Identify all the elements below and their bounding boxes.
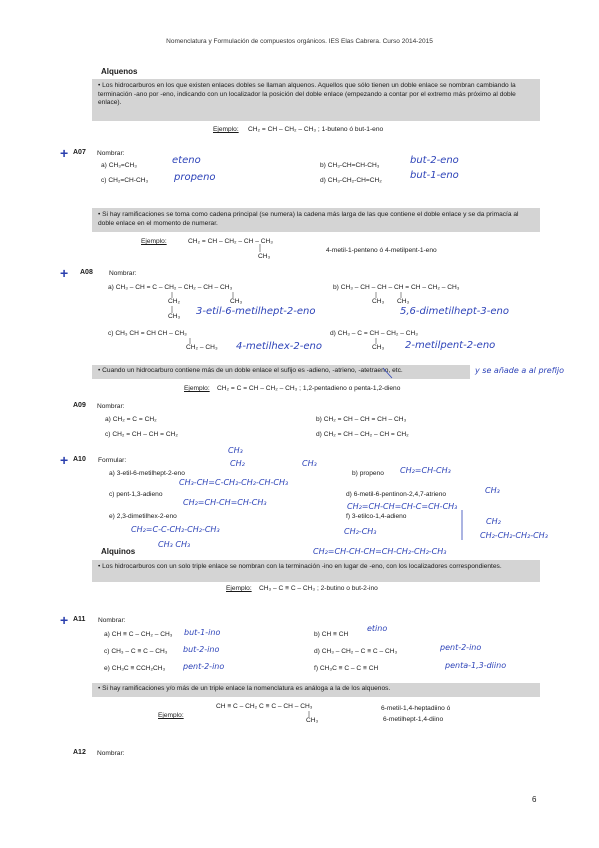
a11-answer-c: but-2-ino bbox=[183, 645, 220, 654]
a07-item-a: a) CH₃=CH₃ bbox=[101, 162, 137, 169]
a10-item-e: e) 2,3-dimetilhex-2-eno bbox=[109, 513, 177, 520]
note-alquenos: • Los hidrocarburos en los que existen enlaces dobles se llaman alquenos. Aquellos que sólo tienen un doble enlace se nombran cambiando la terminación -ano por -eno, indicando con un localizador la posición del doble enlace (empezando a contar por el extremo más próximo al doble enlace). bbox=[92, 79, 540, 121]
a08-branch-b1: CH₃ bbox=[372, 298, 385, 305]
exercise-label-a10: A10 bbox=[73, 456, 86, 463]
exercise-verb: Nombrar: bbox=[97, 750, 125, 757]
a11-item-a: a) CH ≡ C – CH₂ – CH₃ bbox=[104, 631, 173, 638]
a11-item-b: b) CH ≡ CH bbox=[314, 631, 349, 638]
note-alquinos: • Los hidrocarburos con un solo triple enlace se nombran con la terminación -ino en lugar de -eno, con los localizadores correspondientes. bbox=[92, 560, 540, 582]
exercise-label-a08: A08 bbox=[80, 269, 93, 276]
a10-item-b: b) propeno bbox=[352, 470, 384, 477]
a07-answer-c: propeno bbox=[174, 172, 216, 183]
a10-answer-a: CH₃-CH=C-CH₂-CH₂-CH-CH₃ bbox=[179, 478, 289, 487]
example-formula-4: CH₃ – C ≡ C – CH₃ ; 2-butino o but-2-ino bbox=[259, 585, 378, 592]
a11-item-f: f) CH₃C ≡ C – C ≡ CH bbox=[314, 665, 379, 672]
exercise-label-a12: A12 bbox=[73, 749, 86, 756]
a08-branch-b2: CH₃ bbox=[397, 298, 410, 305]
exercise-label-a07: A07 bbox=[73, 149, 86, 156]
a08-formula-d: d) CH₃ – C = CH – CH₂ – CH₃ bbox=[330, 330, 418, 337]
example-name-2: 4-metil-1-penteno ó 4-metilpent-1-eno bbox=[326, 247, 437, 254]
a11-item-c: c) CH₃ – C ≡ C – CH₃ bbox=[104, 648, 168, 655]
a09-item-b: b) CH₂ = CH – CH = CH – CH₃ bbox=[316, 416, 407, 423]
example-name-5a: 6-metil-1,4-heptadiino ó bbox=[381, 705, 451, 712]
a11-answer-e: pent-2-ino bbox=[183, 662, 225, 671]
a10-branch-a3: CH₃ bbox=[302, 459, 317, 468]
exercise-verb: Nombrar: bbox=[97, 403, 125, 410]
plus-mark: + bbox=[60, 265, 69, 281]
note-ramificaciones-alquinos: • Si hay ramificaciones y/o más de un triple enlace la nomenclatura es análoga a la de los alquenos. bbox=[92, 683, 540, 697]
example-formula-1: CH₂ = CH – CH₂ – CH₃ ; 1-buteno ó but-1-eno bbox=[248, 126, 384, 133]
section-title-alquinos: Alquinos bbox=[101, 547, 136, 556]
a09-item-d: d) CH₂ = CH – CH₂ – CH = CH₂ bbox=[316, 431, 409, 438]
page-number: 6 bbox=[532, 795, 537, 804]
a09-item-a: a) CH₂ = C = CH₂ bbox=[105, 416, 157, 423]
a08-branch-c: CH₂ – CH₃ bbox=[186, 344, 218, 351]
exercise-verb: Nombrar: bbox=[98, 617, 126, 624]
example-branch-2: CH₃ bbox=[258, 253, 271, 260]
exercise-label-a09: A09 bbox=[73, 402, 86, 409]
a10-branch-f: CH₂-CH₃ bbox=[344, 527, 377, 536]
exercise-verb: Nombrar: bbox=[97, 150, 125, 157]
a10-answer-e: CH₂=C-C-CH₂-CH₂-CH₃ bbox=[131, 525, 220, 534]
a10-item-a: a) 3-etil-6-metilhept-2-eno bbox=[109, 470, 185, 477]
a10-item-f: f) 3-etilco-1,4-adieno bbox=[346, 513, 407, 520]
a07-answer-b: but-2-eno bbox=[410, 155, 459, 166]
a08-answer-d: 2-metilpent-2-eno bbox=[405, 340, 496, 351]
a08-formula-b: b) CH₃ – CH – CH – CH = CH – CH₂ – CH₃ bbox=[333, 284, 460, 291]
a07-answer-d: but-1-eno bbox=[410, 170, 459, 181]
a10-answer-d: CH₂=CH-CH=CH-C=CH-CH₃ bbox=[347, 502, 458, 511]
note-ramificaciones: • Si hay ramificaciones se toma como cadena principal (se numera) la cadena más larga de las que contiene el doble enlace y se da primacía al doble enlace en el momento de numerar. bbox=[92, 208, 540, 232]
page-header: Nomenclatura y Formulación de compuestos orgánicos. IES Elas Cabrera. Curso 2014-2015 bbox=[166, 38, 433, 45]
a11-item-e: e) CH₃C ≡ CCH₂CH₃ bbox=[104, 665, 166, 672]
a10-branch-d2: CH₂ bbox=[486, 517, 501, 526]
a11-answer-a: but-1-ino bbox=[184, 628, 221, 637]
example-label-4: Ejemplo: bbox=[226, 585, 252, 592]
a07-answer-a: eteno bbox=[172, 155, 201, 166]
example-label-3: Ejemplo: bbox=[184, 385, 210, 392]
a07-item-b: b) CH₃-CH=CH-CH₃ bbox=[320, 162, 380, 169]
example-label-1: Ejemplo: bbox=[213, 126, 239, 133]
a08-answer-b: 5,6-dimetilhept-3-eno bbox=[400, 306, 509, 317]
example-label-2: Ejemplo: bbox=[141, 238, 167, 245]
a10-branch-a2: CH₂ bbox=[230, 459, 245, 468]
a08-branch-a1: CH₂ bbox=[168, 298, 181, 305]
plus-mark: + bbox=[60, 145, 69, 161]
example-label-5: Ejemplo: bbox=[158, 712, 184, 719]
note-dienos: • Cuando un hidrocarburo contiene más de un doble enlace el sufijo es -adieno, -atrieno, -atetraeno, etc. bbox=[92, 365, 470, 379]
a11-item-d: d) CH₃ – CH₂ – C ≡ C – CH₃ bbox=[314, 648, 398, 655]
example-formula-5: CH ≡ C – CH₂ C ≡ C – CH – CH₃ bbox=[216, 703, 313, 710]
exercise-verb: Nombrar: bbox=[109, 270, 137, 277]
a08-branch-a2: CH₃ bbox=[168, 313, 181, 320]
example-formula-3: CH₂ = C = CH – CH₂ – CH₃ ; 1,2-pentadieno o penta-1,2-dieno bbox=[217, 385, 401, 392]
a11-answer-d: pent-2-ino bbox=[440, 643, 482, 652]
a08-branch-d: CH₃ bbox=[372, 344, 385, 351]
exercise-verb: Formular: bbox=[98, 457, 127, 464]
a08-formula-a: a) CH₃ – CH = C – CH₂ – CH₂ – CH – CH₃ bbox=[108, 284, 233, 291]
a08-answer-c: 4-metilhex-2-eno bbox=[236, 341, 322, 352]
a10-item-c: c) pent-1,3-adieno bbox=[109, 491, 163, 498]
a09-item-c: c) CH₂ = CH – CH = CH₂ bbox=[105, 431, 178, 438]
example-branch-5: CH₃ bbox=[306, 717, 319, 724]
plus-mark: + bbox=[60, 452, 69, 468]
a07-item-c: c) CH₂=CH-CH₃ bbox=[101, 177, 149, 184]
a10-answer-f: CH₂=CH-CH-CH=CH-CH₂-CH₂-CH₃ bbox=[313, 547, 447, 556]
a10-branch-d1: CH₃ bbox=[485, 486, 500, 495]
a10-branch-d3: CH₂-CH₂-CH₂-CH₃ bbox=[480, 531, 548, 540]
section-title-alquenos: Alquenos bbox=[101, 67, 138, 76]
a08-answer-a: 3-etil-6-metilhept-2-eno bbox=[196, 306, 316, 317]
a10-branch-a1: CH₃ bbox=[228, 446, 243, 455]
a11-answer-f: penta-1,3-diino bbox=[445, 661, 507, 670]
note-dienos-handwritten: y se añade a al prefijo bbox=[475, 366, 565, 375]
a08-formula-c: c) CH₃ CH = CH CH – CH₃ bbox=[108, 330, 187, 337]
plus-mark: + bbox=[60, 612, 69, 628]
a10-branch-e: CH₃ CH₃ bbox=[158, 540, 191, 549]
example-formula-2: CH₂ = CH – CH₂ – CH – CH₃ bbox=[188, 238, 273, 245]
a08-branch-a3: CH₃ bbox=[230, 298, 243, 305]
example-name-5b: 6-metilhept-1,4-diino bbox=[383, 716, 444, 723]
exercise-label-a11: A11 bbox=[73, 616, 86, 623]
a10-answer-b: CH₂=CH-CH₃ bbox=[400, 466, 451, 475]
a11-answer-b: etino bbox=[367, 624, 388, 633]
a10-item-d: d) 6-metil-6-pentinon-2,4,7-atrieno bbox=[346, 491, 447, 498]
a10-answer-c: CH₂=CH-CH=CH-CH₃ bbox=[183, 498, 267, 507]
a07-item-d: d) CH₃-CH₂-CH=CH₂ bbox=[320, 177, 382, 184]
